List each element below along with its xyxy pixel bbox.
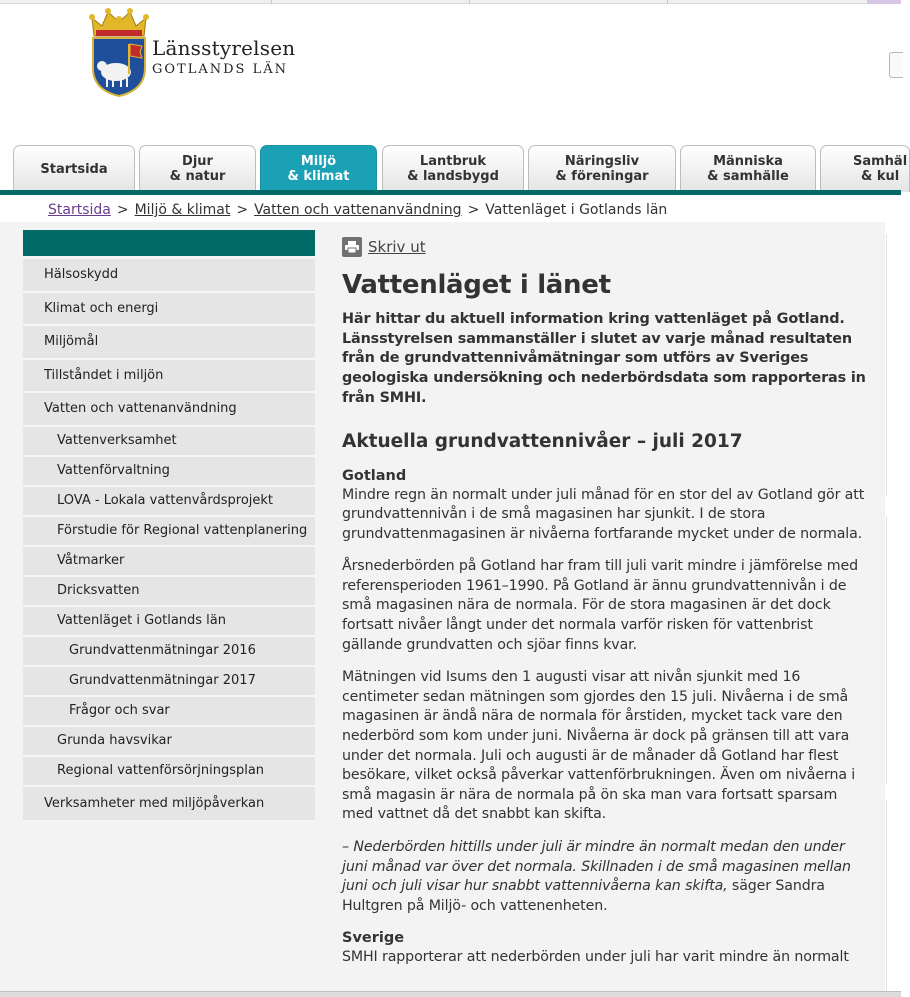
sidebar-item-halsoskydd[interactable]: Hälsoskydd: [23, 259, 315, 293]
sidebar-item-forstudie[interactable]: Förstudie för Regional vattenplanering: [23, 517, 315, 547]
sidebar-item-vatmarker[interactable]: Våtmarker: [23, 547, 315, 577]
sidebar-item-klimat-energi[interactable]: Klimat och energi: [23, 293, 315, 327]
sidebar-item-fragor-svar[interactable]: Frågor och svar: [23, 697, 315, 727]
breadcrumb-separator: >: [467, 202, 480, 218]
sidebar-item-grunda-havsvikar[interactable]: Grunda havsvikar: [23, 727, 315, 757]
printer-icon[interactable]: [342, 237, 362, 257]
coat-of-arms-logo[interactable]: [88, 6, 150, 98]
org-brand[interactable]: [152, 36, 295, 77]
sidebar-item-matningar-2017[interactable]: Grundvattenmätningar 2017: [23, 667, 315, 697]
tab-miljo-klimat[interactable]: Miljö & klimat: [260, 145, 377, 192]
sidebar-item-vattenforsorjningsplan[interactable]: Regional vattenförsörjningsplan: [23, 757, 315, 787]
paragraph-3: Mätningen vid Isums den 1 augusti visar att nivån sjunkit med 16 centimeter sedan mätningen som gjordes den 15 juli. Nivåerna i de små magasinen är ändå nära de normala för årstiden, mycket tack vare den nederbörd som kom under juni. Nivåerna är dock på gränsen till att vara under det normala. Juli och augusti är de månader då Gotland har flest besökare, vilket också påverkar vattenförbrukningen. Även om nivåerna i små magasin är nära de normala på ön ska man vara fortsatt sparsam med vattnet då det snabbt kan skifta.: [342, 669, 856, 823]
sidebar-item-matningar-2016[interactable]: Grundvattenmätningar 2016: [23, 637, 315, 667]
tab-manniska-samhalle[interactable]: Människa & samhälle: [680, 145, 816, 192]
org-name: Länsstyrelsen: [152, 36, 296, 60]
sidebar-header: [23, 230, 315, 256]
quote-attribution: säger Sandra Hultgren på Miljö- och vattenenheten.: [342, 878, 825, 914]
paragraph-2: Årsnederbörden på Gotland har fram till juli varit mindre i jämförelse med referensperioden 1961–1990. På Gotland är ännu grundvattennivån i de små magasinen nära de normala. För de stora magasinen är det dock fortsatt nivåer långt under det normala varför risken för vattenbrist gällande grundvatten och sjöar finns kvar.: [342, 558, 858, 653]
breadcrumb: [48, 202, 667, 218]
breadcrumb-vatten[interactable]: Vatten och vattenanvändning: [254, 202, 462, 218]
sidebar-item-miljomal[interactable]: Miljömål: [23, 326, 315, 360]
sidebar-item-dricksvatten[interactable]: Dricksvatten: [23, 577, 315, 607]
quote-paragraph: [342, 838, 867, 916]
tab-startsida[interactable]: Startsida: [13, 145, 135, 192]
tab-naringsliv-foreningar[interactable]: Näringsliv & föreningar: [528, 145, 676, 192]
print-row: [342, 236, 867, 258]
sidebar-item-vattenverksamhet[interactable]: Vattenverksamhet: [23, 427, 315, 457]
quote-text: – Nederbörden hittills under juli är mindre än normalt medan den under juni månad var över det normala. Skillnaden i de små magasinen mellan juni och juli visar hur snabbt vattennivåerna kan skifta,: [342, 839, 851, 895]
breadcrumb-separator: >: [116, 202, 129, 218]
print-link[interactable]: Skriv ut: [368, 238, 426, 256]
tab-samhalle-kultur[interactable]: Samhäl & kul: [820, 145, 910, 192]
org-subtitle: GOTLANDS LÄN: [152, 62, 288, 77]
sidebar-item-verksamheter[interactable]: Verksamheter med miljöpåverkan: [23, 787, 315, 822]
window-top-strip: [0, 0, 901, 4]
search-input[interactable]: [889, 52, 903, 78]
breadcrumb-miljo-klimat[interactable]: Miljö & klimat: [134, 202, 231, 218]
horizontal-scrollbar[interactable]: [0, 991, 901, 997]
tab-djur-natur[interactable]: Djur & natur: [139, 145, 256, 192]
sidebar-item-tillstandet[interactable]: Tillståndet i miljön: [23, 360, 315, 394]
right-sidebar-box: [886, 516, 901, 784]
section-title: Aktuella grundvattennivåer – juli 2017: [342, 430, 743, 452]
main-nav-tabs: [0, 145, 908, 195]
right-sidebar-box: [886, 800, 901, 991]
tab-bar-underline: [0, 190, 901, 195]
sidebar-item-vattenlaget[interactable]: Vattenläget i Gotlands län: [23, 607, 315, 637]
page-title: Vattenläget i länet: [342, 270, 611, 300]
breadcrumb-current: Vattenläget i Gotlands län: [485, 202, 668, 218]
gotland-heading: Gotland: [342, 467, 407, 484]
sidebar-item-vatten[interactable]: Vatten och vattenanvändning: [23, 393, 315, 427]
intro-text: Här hittar du aktuell information kring vattenläget på Gotland. Länsstyrelsen sammanställer i slutet av varje månad resultaten från de grundvattennivåmätningar som utförs av Sveriges geologiska undersökning och nederbördsdata som rapporteras in från SMHI.: [342, 311, 866, 406]
breadcrumb-startsida[interactable]: Startsida: [48, 202, 111, 218]
sidebar-item-lova[interactable]: LOVA - Lokala vattenvårdsprojekt: [23, 487, 315, 517]
paragraph-4: SMHI rapporterar att nederbörden under juli har varit mindre än normalt: [342, 949, 849, 966]
tab-lantbruk-landsbygd[interactable]: Lantbruk & landsbygd: [382, 145, 524, 192]
sidebar-item-vattenforvaltning[interactable]: Vattenförvaltning: [23, 457, 315, 487]
right-sidebar-box: [886, 234, 901, 496]
sverige-heading: Sverige: [342, 930, 405, 947]
sidebar-nav: [23, 230, 315, 822]
paragraph-1: Mindre regn än normalt under juli månad för en stor del av Gotland gör att grundvattennivån i de små magasinen har sjunkit. I de stora grundvattenmagasinen är nivåerna fortfarande mycket under de normala.: [342, 486, 865, 542]
breadcrumb-separator: >: [236, 202, 249, 218]
main-content: [342, 236, 867, 968]
